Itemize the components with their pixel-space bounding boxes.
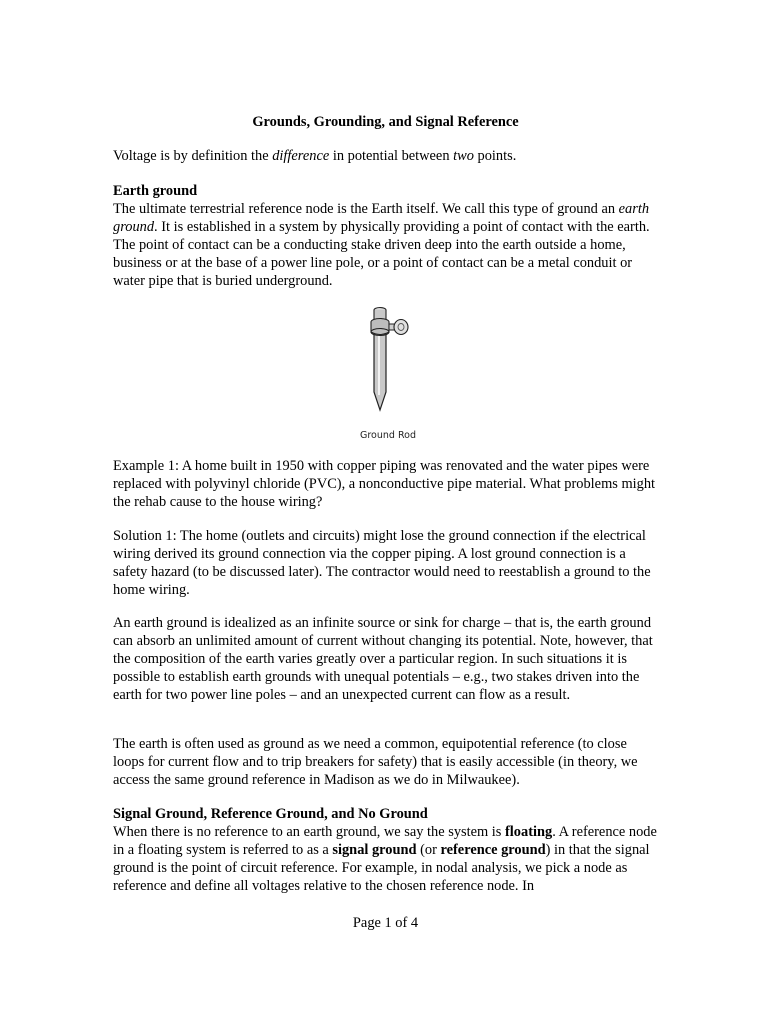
signal-ground-section	[113, 805, 658, 895]
signal-bold-signal-ground: signal ground	[332, 842, 417, 858]
ground-rod-figure	[318, 300, 458, 445]
intro-text: points.	[473, 148, 517, 164]
intro-emphasis-two: two	[453, 148, 474, 164]
common-reference-paragraph: The earth is often used as ground as we need a common, equipotential reference (to close loops for current flow and to trip breakers for safety) that is easily accessible (in theory, we access the same ground reference in Madison as we do in Milwaukee).	[113, 736, 638, 788]
example-1-paragraph: Example 1: A home built in 1950 with copper piping was renovated and the water pipes were replaced with polyvinyl chloride (PVC), a nonconductive pipe material. What problems might the rehab cause to the house wiring?	[113, 458, 656, 510]
intro-emphasis-difference: difference	[272, 148, 330, 164]
page-number: Page 1 of 4	[352, 915, 419, 931]
figure-caption: Ground Rod	[360, 430, 416, 441]
signal-ground-text: (or	[416, 842, 441, 858]
signal-ground-heading: Signal Ground, Reference Ground, and No Ground	[113, 806, 428, 822]
earth-ground-section	[113, 182, 658, 290]
earth-ground-text: The ultimate terrestrial reference node is the Earth itself. We call this type of ground an	[113, 201, 619, 217]
intro-text: Voltage is by definition the	[113, 148, 273, 164]
earth-ground-text: . It is established in a system by physically providing a point of contact with the earth. The point of contact can be a conducting stake driven deep into the earth outside a home, business or at the base of a power line pole, or a point of contact can be a metal conduit or water pipe that is buried underground.	[113, 219, 650, 289]
intro-text: in potential between	[329, 148, 454, 164]
signal-ground-text: . A reference node in a floating system is referred to as a	[113, 824, 657, 858]
earth-idealized-paragraph: An earth ground is idealized as an infinite source or sink for charge – that is, the earth ground can absorb an unlimited amount of current without changing its potential. Note, however, that the composition of the earth varies greatly over a particular region. In such situations it is possible to establish earth grounds with unequal potentials – e.g., two stakes driven into the earth for two power line poles – and an unexpected current can flow as a result.	[113, 615, 653, 703]
signal-ground-text: ) in that the signal ground is the point of circuit reference. For example, in nodal analysis, we pick a node as reference and define all voltages relative to the chosen reference node. In	[113, 842, 650, 894]
ground-rod-icon	[318, 300, 458, 425]
earth-ground-heading: Earth ground	[113, 183, 198, 199]
signal-ground-text: When there is no reference to an earth ground, we say the system is	[113, 824, 506, 840]
earth-ground-emphasis: earth ground	[113, 201, 650, 235]
signal-bold-reference-ground: reference ground	[440, 842, 546, 858]
intro-paragraph	[113, 147, 658, 165]
solution-1-paragraph: Solution 1: The home (outlets and circuits) might lose the ground connection if the electrical wiring derived its ground connection via the copper piping. A lost ground connection is a safety hazard (to be discussed later). The contractor would need to reestablish a ground to the home wiring.	[113, 528, 651, 598]
page-title: Grounds, Grounding, and Signal Reference	[252, 114, 519, 130]
signal-bold-floating: floating	[505, 824, 553, 840]
